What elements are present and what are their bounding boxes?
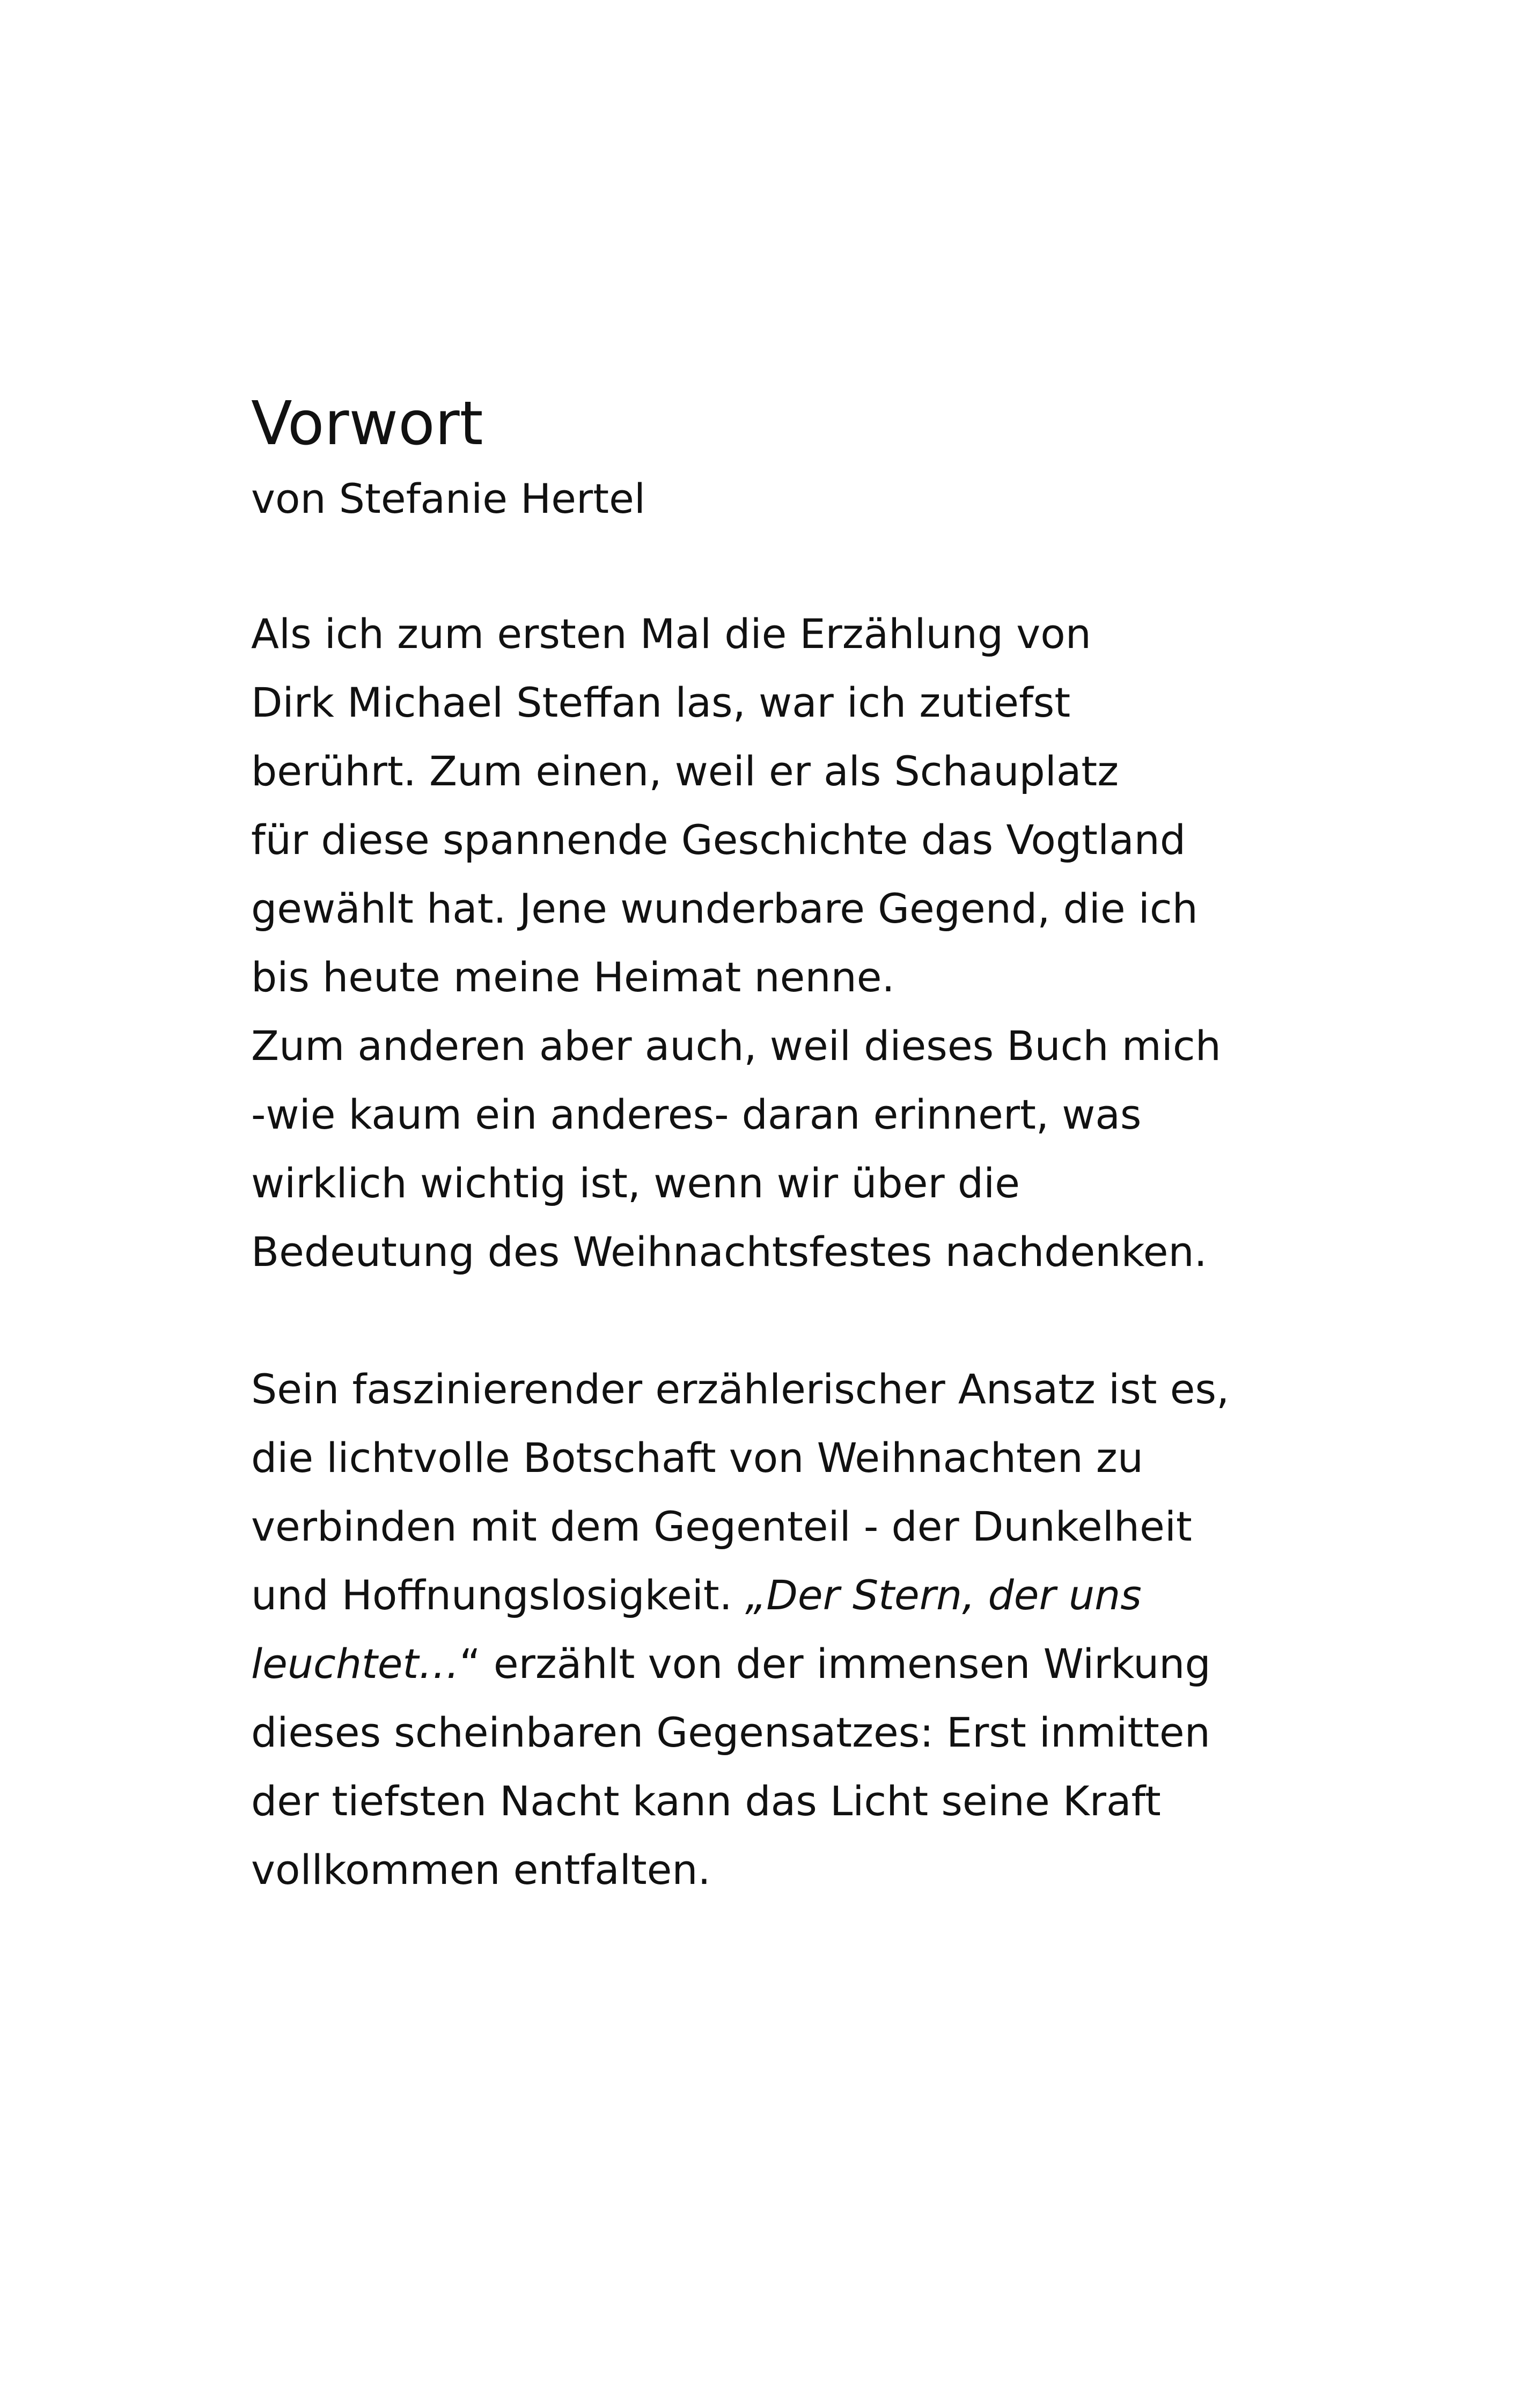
text-line: Als ich zum ersten Mal die Erzählung von [251,610,1091,658]
text-line: der tiefsten Nacht kann das Licht seine Kraft [251,1777,1161,1825]
book-title-part-2: leuchtet… [251,1640,460,1688]
text-line: Zum anderen aber auch, weil dieses Buch mich [251,1022,1221,1070]
text-line: dieses scheinbaren Gegensatzes: Erst inmitten [251,1709,1210,1756]
text-line: für diese spannende Geschichte das Vogtland [251,816,1186,864]
text-line: verbinden mit dem Gegenteil - der Dunkelheit [251,1503,1192,1550]
text-run: und Hoffnungslosigkeit. [251,1571,745,1619]
text-line: bis heute meine Heimat nenne. [251,953,895,1001]
book-title-part-1: „Der Stern, der uns [745,1571,1142,1619]
text-line [251,1561,1270,1630]
paragraph-2 [251,1355,1270,1904]
section-spacer [251,531,1270,600]
text-line: gewählt hat. Jene wunderbare Gegend, die ich [251,885,1198,932]
paragraph-1 [251,600,1270,1286]
text-line: Bedeutung des Weihnachtsfestes nachdenken. [251,1228,1207,1276]
foreword-content [251,381,1270,1904]
page-title: Vorwort [251,389,483,459]
text-line: -wie kaum ein anderes- daran erinnert, was [251,1091,1142,1138]
text-line: die lichtvolle Botschaft von Weihnachten zu [251,1434,1143,1482]
text-line: wirklich wichtig ist, wenn wir über die [251,1159,1020,1207]
text-line: vollkommen entfalten. [251,1846,711,1894]
text-line [251,1630,1270,1698]
text-run: “ erzählt von der immensen Wirkung [459,1640,1211,1688]
text-line: berührt. Zum einen, weil er als Schauplatz [251,747,1119,795]
author-line: von Stefanie Hertel [251,475,645,522]
text-line: Dirk Michael Steffan las, war ich zutiefst [251,679,1071,726]
text-line: Sein faszinierender erzählerischer Ansatz ist es, [251,1365,1230,1413]
